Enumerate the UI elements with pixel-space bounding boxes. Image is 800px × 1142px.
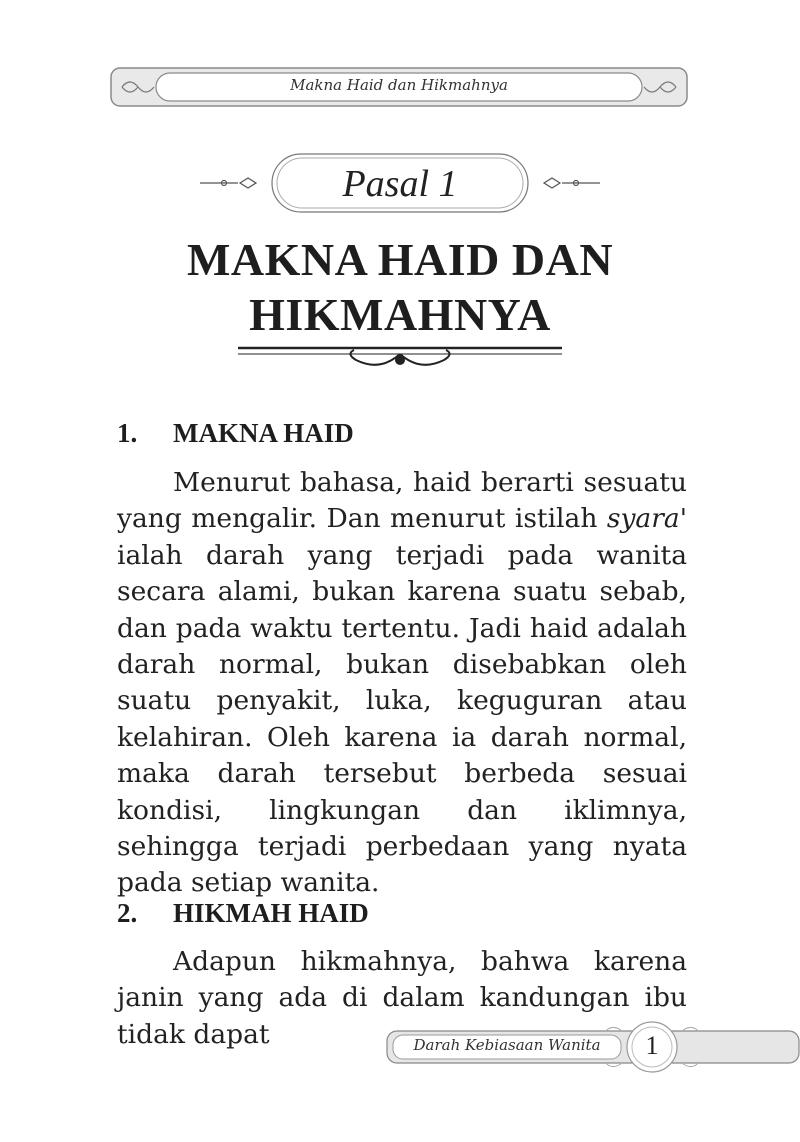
section-number: 1. xyxy=(117,418,138,448)
page-number: 1 xyxy=(645,1031,659,1060)
page-title xyxy=(0,232,800,342)
page-footer xyxy=(383,1018,800,1078)
footer-book-title: Darah Kebiasaan Wanita xyxy=(413,1036,601,1054)
page-title-line-1: MAKNA HAID DAN xyxy=(186,234,614,285)
title-divider-ornament xyxy=(238,340,562,372)
section-1-paragraph: Menurut bahasa, haid berarti sesuatu yang mengalir. Dan menurut istilah syara' ialah darah yang terjadi pada wanita secara alami, bukan karena suatu sebab, dan pada waktu tertentu. Jadi haid adalah darah normal, bukan disebabkan oleh suatu penyakit, luka, keguguran atau kelahiran. Oleh karena ia darah normal, maka darah tersebut berbeda sesuai kondisi, lingkungan dan iklimnya, sehingga terjadi perbedaan yang nyata pada setiap wanita. xyxy=(117,467,687,899)
page-title-line-2: HIKMAHNYA xyxy=(249,289,551,340)
section-heading-2 xyxy=(117,898,369,929)
section-title: HIKMAH HAID xyxy=(173,898,369,928)
section-2-paragraph: Adapun hikmahnya, bahwa karena janin yang ada di dalam kandungan ibu tidak dapat xyxy=(117,946,687,1050)
section-title: MAKNA HAID xyxy=(173,418,354,448)
running-header xyxy=(110,67,688,107)
chapter-label: Pasal 1 xyxy=(342,163,458,205)
section-heading-1 xyxy=(117,418,354,449)
section-number: 2. xyxy=(117,898,138,928)
running-title: Makna Haid dan Hikmahnya xyxy=(290,76,508,94)
chapter-label-frame xyxy=(190,150,610,216)
